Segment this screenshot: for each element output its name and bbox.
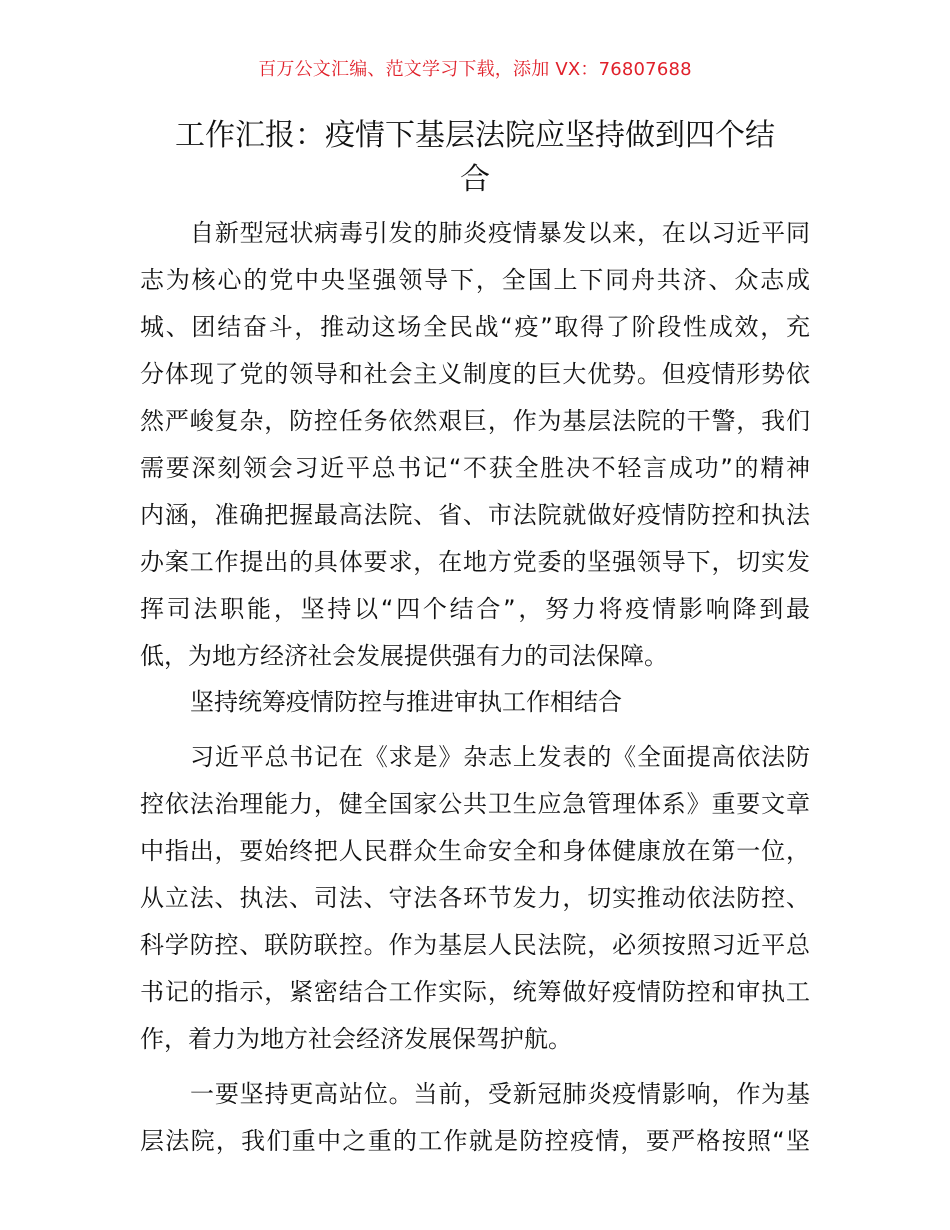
text-line: 低，为地方经济社会发展提供强有力的司法保障。 <box>140 642 668 670</box>
text-line: 从立法、执法、司法、守法各环节发力，切实推动依法防控、 <box>140 884 810 912</box>
text-line: 内涵，准确把握最高法院、省、市法院就做好疫情防控和执法 <box>140 501 810 529</box>
text-line: 志为核心的党中央坚强领导下，全国上下同舟共济、众志成 <box>140 266 810 294</box>
document-title <box>140 114 810 202</box>
text-line: 书记的指示，紧密结合工作实际，统筹做好疫情防控和审执工 <box>140 978 810 1006</box>
text-line: 作，着力为地方社会经济发展保驾护航。 <box>140 1025 572 1053</box>
text-line: 然严峻复杂，防控任务依然艰巨，作为基层法院的干警，我们 <box>140 407 810 435</box>
text-line: 城、团结奋斗，推动这场全民战“疫”取得了阶段性成效，充 <box>140 313 810 341</box>
text-line: 控依法治理能力，健全国家公共卫生应急管理体系》重要文章 <box>140 790 810 818</box>
text-line: 需要深刻领会习近平总书记“不获全胜决不轻言成功”的精神 <box>140 454 810 482</box>
title-line: 合 <box>460 162 490 197</box>
text-line: 办案工作提出的具体要求，在地方党委的坚强领导下，切实发 <box>140 548 810 576</box>
text-line: 一要坚持更高站位。当前，受新冠肺炎疫情影响，作为基 <box>190 1080 810 1108</box>
text-line: 习近平总书记在《求是》杂志上发表的《全面提高依法防 <box>190 743 810 771</box>
text-line: 科学防控、联防联控。作为基层人民法院，必须按照习近平总 <box>140 931 810 959</box>
title-line: 工作汇报：疫情下基层法院应坚持做到四个结 <box>175 118 775 153</box>
text-line: 自新型冠状病毒引发的肺炎疫情暴发以来，在以习近平同 <box>190 219 810 247</box>
text-line: 挥司法职能，坚持以“四个结合”，努力将疫情影响降到最 <box>140 595 810 623</box>
watermark-header: 百万公文汇编、范文学习下载，添加 VX：76807688 <box>258 59 692 80</box>
text-line: 分体现了党的领导和社会主义制度的巨大优势。但疫情形势依 <box>140 360 810 388</box>
heading-line: 坚持统筹疫情防控与推进审执工作相结合 <box>190 688 622 716</box>
text-line: 中指出，要始终把人民群众生命安全和身体健康放在第一位， <box>140 837 810 865</box>
text-line: 层法院，我们重中之重的工作就是防控疫情，要严格按照“坚 <box>140 1127 810 1155</box>
